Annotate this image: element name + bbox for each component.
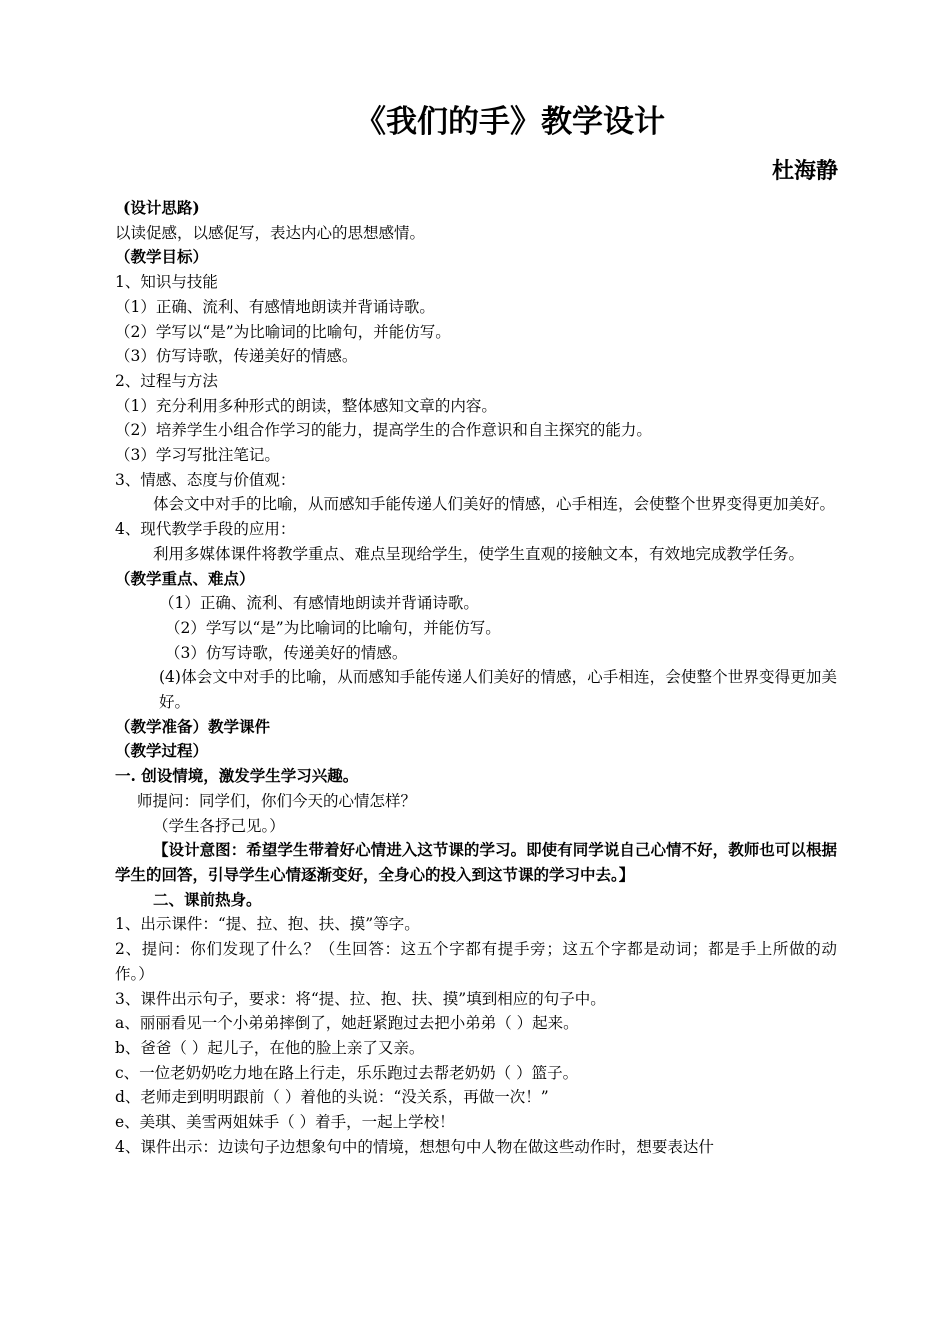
section-heading-key-points: （教学重点、难点） xyxy=(115,568,255,588)
subheading: 3、情感、态度与价值观： xyxy=(115,470,296,489)
paragraph: 4、课件出示：边读句子边想象句中的情境，想想句中人物在做这些动作时，想要表达什 xyxy=(115,1137,714,1156)
list-item: （3）学习写批注笔记。 xyxy=(115,446,280,465)
step-heading: 一. 创设情境，激发学生学习兴趣。 xyxy=(115,766,359,786)
list-item: （1）正确、流利、有感情地朗读并背诵诗歌。 xyxy=(159,594,479,613)
author-name: 杜海静 xyxy=(771,158,838,184)
document-title: 《我们的手》教学设计 xyxy=(355,104,665,140)
list-item: （2）学写以“是”为比喻词的比喻句，并能仿写。 xyxy=(165,618,501,637)
exercise-item: c、一位老奶奶吃力地在路上行走，乐乐跑过去帮老奶奶（ ）篮子。 xyxy=(115,1063,579,1082)
exercise-item: b、爸爸（ ）起儿子，在他的脸上亲了又亲。 xyxy=(115,1038,425,1057)
exercise-item: a、丽丽看见一个小弟弟摔倒了，她赶紧跑过去把小弟弟（ ）起来。 xyxy=(115,1014,579,1033)
paragraph: 利用多媒体课件将教学重点、难点呈现给学生，使学生直观的接触文本，有效地完成教学任务。 xyxy=(153,544,805,563)
paragraph: 师提问：同学们，你们今天的心情怎样？ xyxy=(137,791,417,810)
design-intent: 【设计意图：希望学生带着好心情进入这节课的学习。即使有同学说自己心情不好，教师也可以根据学生的回答，引导学生心情逐渐变好，全身心的投入到这节课的学习中去。】 xyxy=(115,840,837,884)
subheading: 1、知识与技能 xyxy=(115,273,218,292)
exercise-item: d、老师走到明明跟前（ ）着他的头说：“没关系，再做一次！” xyxy=(115,1088,549,1107)
list-item: （1）正确、流利、有感情地朗读并背诵诗歌。 xyxy=(115,297,435,316)
paragraph: 以读促感，以感促写，表达内心的思想感情。 xyxy=(115,223,426,242)
paragraph: 2、提问：你们发现了什么？（生回答：这五个字都有提手旁；这五个字都是动词；都是手上所做的动作。） xyxy=(115,940,837,983)
list-item: （3）仿写诗歌，传递美好的情感。 xyxy=(115,347,358,366)
section-heading-preparation: （教学准备）教学课件 xyxy=(115,716,271,736)
paragraph: 1、出示课件：“提、拉、抱、扶、摸”等字。 xyxy=(115,915,420,934)
subheading: 4、现代教学手段的应用： xyxy=(115,520,296,539)
section-heading-process: （教学过程） xyxy=(115,741,209,761)
document-body xyxy=(115,196,837,1159)
list-item: （1）充分利用多种形式的朗读，整体感知文章的内容。 xyxy=(115,396,497,415)
subheading: 2、过程与方法 xyxy=(115,371,218,390)
list-item: （2）学写以“是”为比喻词的比喻句，并能仿写。 xyxy=(115,322,451,341)
paragraph: 3、课件出示句子，要求：将“提、拉、抱、扶、摸”填到相应的句子中。 xyxy=(115,989,606,1008)
section-heading-design-idea: (设计思路) xyxy=(123,198,200,217)
list-item: （3）仿写诗歌，传递美好的情感。 xyxy=(165,643,408,662)
paragraph: 体会文中对手的比喻，从而感知手能传递人们美好的情感，心手相连，会使整个世界变得更加美好。 xyxy=(153,495,836,514)
list-item: (4)体会文中对手的比喻，从而感知手能传递人们美好的情感，心手相连，会使整个世界变得更加美好。 xyxy=(159,668,837,712)
paragraph: （学生各抒己见。） xyxy=(153,816,285,835)
exercise-item: e、美琪、美雪两姐妹手（ ）着手，一起上学校！ xyxy=(115,1113,455,1132)
list-item: （2）培养学生小组合作学习的能力，提高学生的合作意识和自主探究的能力。 xyxy=(115,421,652,440)
section-heading-objectives: （教学目标） xyxy=(115,247,209,267)
step-heading: 二、课前热身。 xyxy=(153,889,262,909)
